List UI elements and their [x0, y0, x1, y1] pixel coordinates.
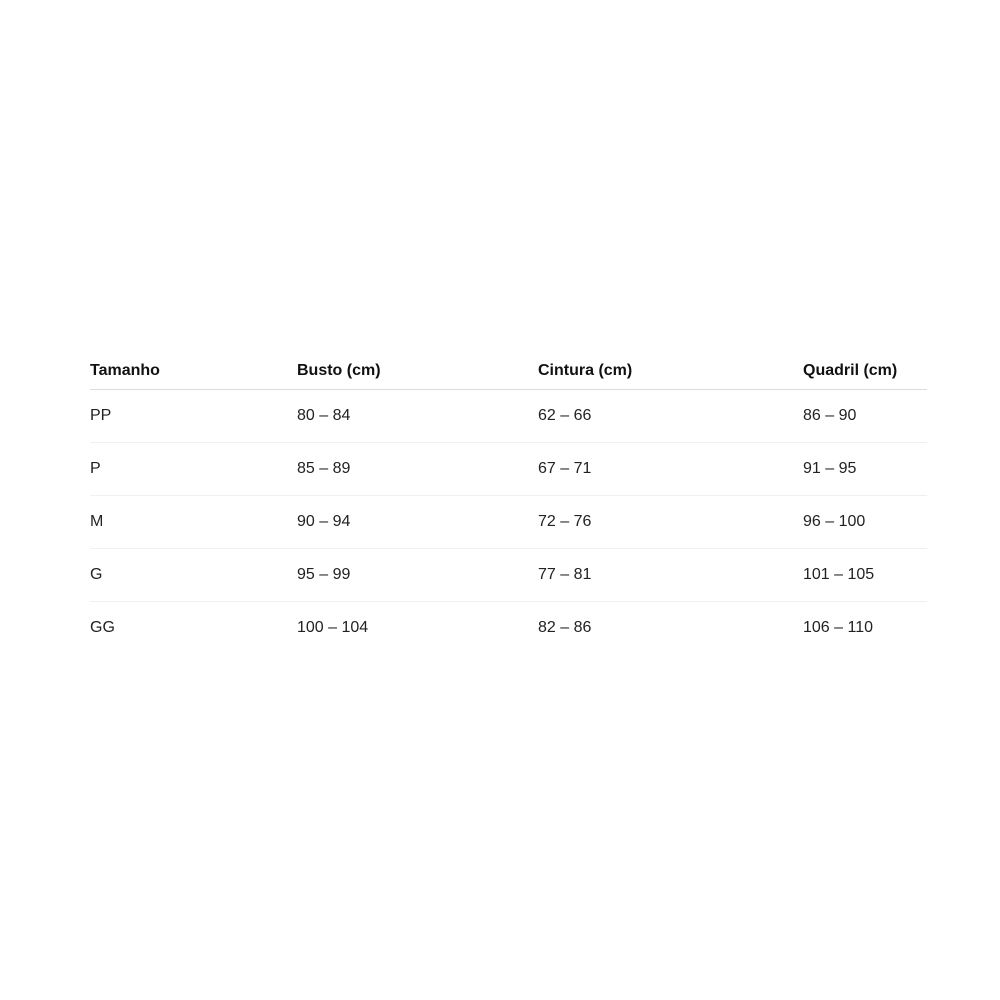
header-bust: Busto (cm)	[297, 352, 538, 390]
cell-hip: 91 – 95	[803, 443, 927, 496]
cell-size: P	[90, 443, 297, 496]
table-row	[90, 496, 927, 549]
cell-waist: 77 – 81	[538, 549, 803, 602]
header-waist: Cintura (cm)	[538, 352, 803, 390]
header-hip: Quadril (cm)	[803, 352, 927, 390]
cell-size: GG	[90, 619, 115, 636]
cell-bust: 95 – 99	[297, 549, 538, 602]
cell-waist: 72 – 76	[538, 496, 803, 549]
cell-waist: 62 – 66	[538, 390, 803, 443]
size-chart-table	[90, 352, 927, 654]
table-row	[90, 602, 927, 655]
cell-size: G	[90, 549, 297, 602]
cell-size: M	[90, 496, 297, 549]
cell-bust: 85 – 89	[297, 443, 538, 496]
table-row	[90, 549, 927, 602]
cell-waist: 82 – 86	[538, 619, 592, 636]
table-header-row	[90, 352, 927, 390]
header-size: Tamanho	[90, 352, 297, 390]
cell-waist: 67 – 71	[538, 443, 803, 496]
cell-hip: 106 – 110	[803, 619, 873, 636]
cell-hip: 96 – 100	[803, 496, 927, 549]
cell-size: PP	[90, 390, 297, 443]
cell-hip: 86 – 90	[803, 390, 927, 443]
table-row	[90, 443, 927, 496]
cell-bust: 90 – 94	[297, 496, 538, 549]
cell-bust: 80 – 84	[297, 390, 538, 443]
table-row	[90, 390, 927, 443]
cell-hip: 101 – 105	[803, 549, 927, 602]
cell-bust: 100 – 104	[297, 619, 369, 636]
